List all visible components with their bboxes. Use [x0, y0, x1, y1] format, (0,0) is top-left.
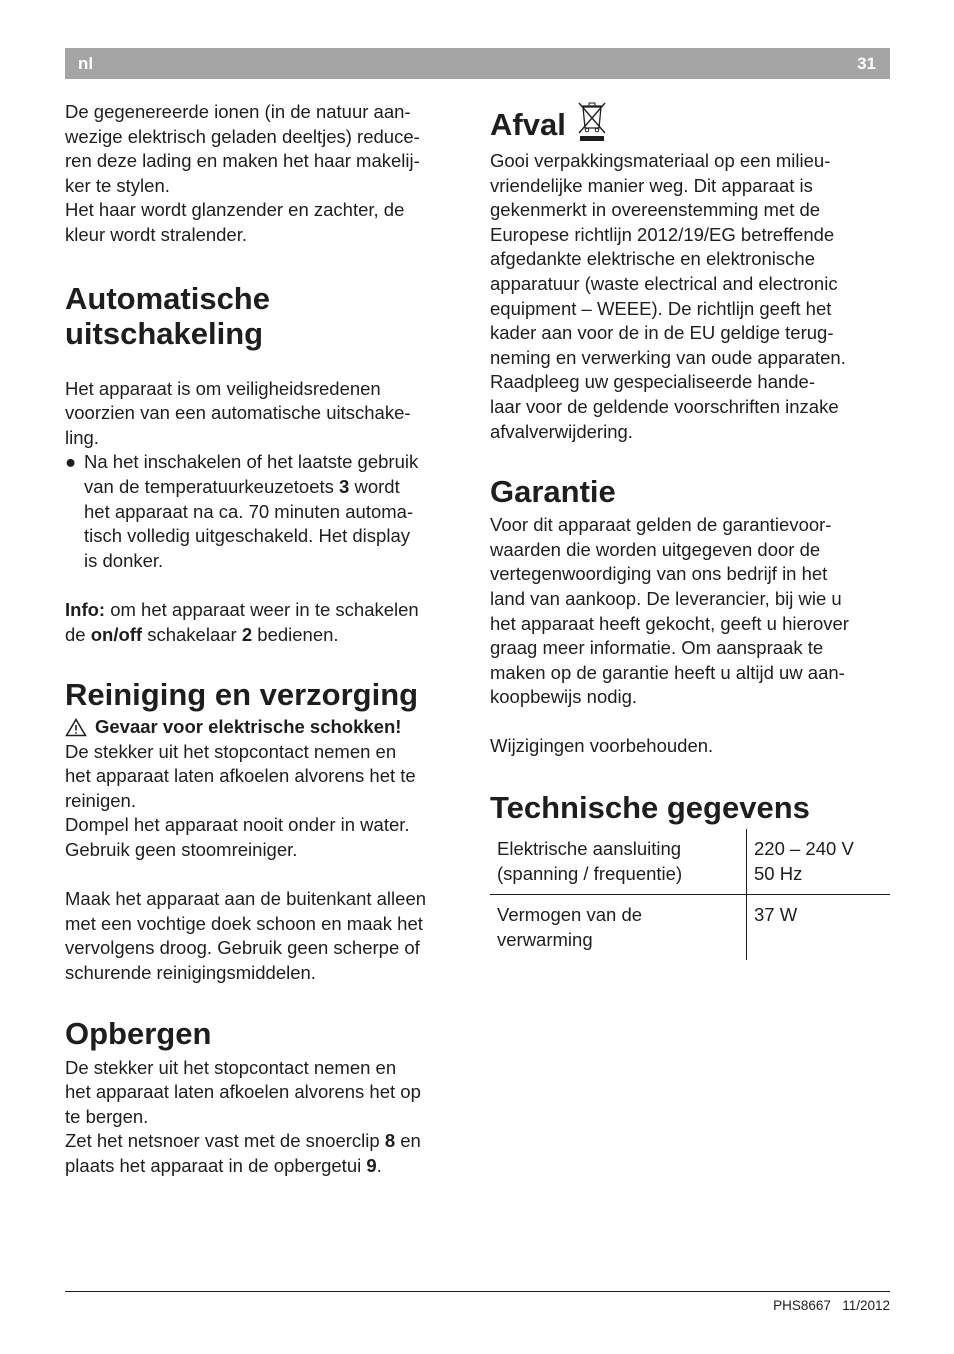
info-line	[65, 598, 465, 623]
body-line: Gebruik geen stoomreiniger.	[65, 839, 298, 861]
body-line: vertegenwoordiging van ons bedrijf in het	[490, 563, 828, 585]
body-line: gekenmerkt in overeenstemming met de	[490, 199, 821, 221]
body-line: apparatuur (waste electrical and electronic	[490, 272, 838, 294]
text: plaats het apparaat in de opbergetui	[65, 1155, 367, 1176]
label-line: Vermogen van de	[497, 904, 643, 926]
spec-value	[746, 829, 890, 894]
waste-title	[490, 100, 890, 142]
body-line: Het apparaat is om veiligheidsredenen	[65, 377, 381, 399]
body-line	[65, 1129, 465, 1154]
body-line: met een vochtige doek schoon en maak het	[65, 912, 423, 934]
spec-label	[490, 895, 746, 960]
body-line: te bergen.	[65, 1105, 149, 1127]
model-number: PHS8667	[773, 1298, 831, 1313]
body-line: vriendelijke manier weg. Dit apparaat is	[490, 174, 813, 196]
text: en	[395, 1130, 421, 1152]
label-line: Elektrische aansluiting	[497, 838, 682, 860]
auto-off-body	[65, 377, 465, 451]
body-line: maken op de garantie heeft u altijd uw aan-	[490, 661, 845, 683]
text: bedienen.	[252, 623, 339, 645]
value-line: 37 W	[754, 904, 798, 926]
footer	[773, 1298, 890, 1313]
specs-table	[490, 829, 890, 960]
onoff-label: on/off	[90, 623, 143, 645]
left-column	[65, 100, 465, 1179]
info-line	[65, 623, 465, 648]
auto-off-title	[65, 281, 465, 351]
spec-label	[490, 829, 746, 894]
text: om het apparaat weer in te schakelen	[105, 598, 419, 620]
text: schakelaar	[142, 623, 242, 645]
intro-line: ker te stylen.	[65, 174, 170, 196]
warning-text: Gevaar voor elektrische schokken!	[95, 716, 402, 738]
warranty-body	[490, 513, 890, 710]
page-header-bar	[65, 48, 890, 79]
body-line: kader aan voor de in de EU geldige terug-	[490, 322, 834, 344]
cleaning-body-2	[65, 887, 465, 985]
table-row	[490, 895, 890, 960]
body-line: equipment – WEEE). De richtlijn geeft het	[490, 297, 832, 319]
body-line: voorzien van een automatische uitschake-	[65, 402, 411, 424]
bullet-line: Na het inschakelen of het laatste gebruik	[84, 451, 419, 473]
intro-line: wezige elektrisch geladen deeltjes) reduce-	[65, 125, 420, 147]
body-line: De stekker uit het stopcontact nemen en	[65, 1056, 397, 1078]
intro-text	[65, 100, 465, 248]
body-line: schurende reinigingsmiddelen.	[65, 962, 316, 984]
title-line: Automatische	[65, 280, 270, 316]
right-column	[490, 100, 890, 960]
text: Zet het netsnoer vast met de snoerclip	[65, 1130, 385, 1152]
label-line: verwarming	[497, 928, 593, 950]
body-line: koopbewijs nodig.	[490, 686, 638, 708]
text: de	[65, 623, 91, 645]
body-line: Gooi verpakkingsmateriaal op een milieu-	[490, 150, 831, 171]
body-line: vervolgens droog. Gebruik geen scherpe of	[65, 937, 420, 959]
body-line: Raadpleeg uw gespecialiseerde hande-	[490, 371, 816, 393]
table-row	[490, 829, 890, 895]
changes-note: Wijzigingen voorbehouden.	[490, 735, 714, 757]
ref-number: 3	[339, 475, 350, 497]
ref-number: 8	[384, 1130, 396, 1152]
warranty-title: Garantie	[490, 474, 616, 510]
value-line: 50 Hz	[754, 862, 803, 884]
body-line: het apparaat heeft gekocht, geeft u hierover	[490, 612, 849, 634]
body-line: het apparaat laten afkoelen alvorens het op	[65, 1081, 421, 1103]
info-note	[65, 598, 465, 647]
body-line: reinigen.	[65, 789, 136, 811]
footer-divider	[65, 1291, 890, 1292]
body-line: ling.	[65, 426, 99, 448]
warning-triangle-icon	[65, 718, 87, 737]
value-line	[754, 928, 890, 953]
body-line: Europese richtlijn 2012/19/EG betreffende	[490, 223, 835, 245]
ref-number: 9	[366, 1155, 377, 1176]
spec-value	[746, 895, 890, 960]
page-number: 31	[857, 54, 876, 73]
text: van de temperatuurkeuzetoets	[84, 475, 340, 497]
body-line: De stekker uit het stopcontact nemen en	[65, 740, 397, 762]
storage-title: Opbergen	[65, 1015, 212, 1051]
cleaning-body-1	[65, 740, 465, 863]
text: .	[376, 1155, 382, 1176]
info-label: Info:	[65, 598, 106, 620]
body-line	[65, 1154, 465, 1179]
bullet-line: tisch volledig uitgeschakeld. Het display	[84, 525, 410, 547]
shock-warning	[65, 715, 465, 740]
text: wordt	[349, 475, 400, 497]
ref-number: 2	[241, 623, 253, 645]
intro-line: Het haar wordt glanzender en zachter, de	[65, 199, 405, 221]
language-code: nl	[78, 54, 94, 73]
cleaning-title: Reiniging en verzorging	[65, 677, 419, 713]
title-text: Afval	[490, 107, 566, 142]
body-line: afvalverwijdering.	[490, 420, 633, 442]
label-line: (spanning / frequentie)	[497, 862, 683, 884]
crossed-bin-icon	[572, 100, 612, 142]
waste-body	[490, 149, 890, 444]
value-line: 220 – 240 V	[754, 838, 854, 860]
body-line: waarden die worden uitgegeven door de	[490, 538, 821, 560]
intro-line: ren deze lading en maken het haar makelij-	[65, 150, 420, 172]
print-date: 11/2012	[842, 1298, 890, 1313]
body-line: land van aankoop. De leverancier, bij wie u	[490, 587, 842, 609]
title-line: uitschakeling	[65, 315, 264, 351]
bullet-line: het apparaat na ca. 70 minuten automa-	[84, 500, 414, 522]
body-line: neming en verwerking van oude apparaten.	[490, 346, 846, 368]
bullet-dot: ●	[65, 451, 77, 473]
body-line: het apparaat laten afkoelen alvorens het te	[65, 765, 416, 787]
body-line: Voor dit apparaat gelden de garantievoor-	[490, 514, 832, 536]
intro-line: kleur wordt stralender.	[65, 223, 248, 245]
intro-line: De gegenereerde ionen (in de natuur aan-	[65, 101, 411, 122]
body-line: graag meer informatie. Om aanspraak te	[490, 637, 824, 659]
bullet-line: is donker.	[84, 549, 164, 571]
body-line: laar voor de geldende voorschriften inzake	[490, 395, 839, 417]
body-line: Maak het apparaat aan de buitenkant alleen	[65, 888, 427, 910]
body-line: Dompel het apparaat nooit onder in water.	[65, 814, 410, 836]
specs-title: Technische gegevens	[490, 790, 810, 826]
storage-body	[65, 1056, 465, 1179]
auto-off-bullet	[65, 450, 465, 573]
body-line: afgedankte elektrische en elektronische	[490, 248, 815, 270]
bullet-line	[84, 475, 418, 500]
